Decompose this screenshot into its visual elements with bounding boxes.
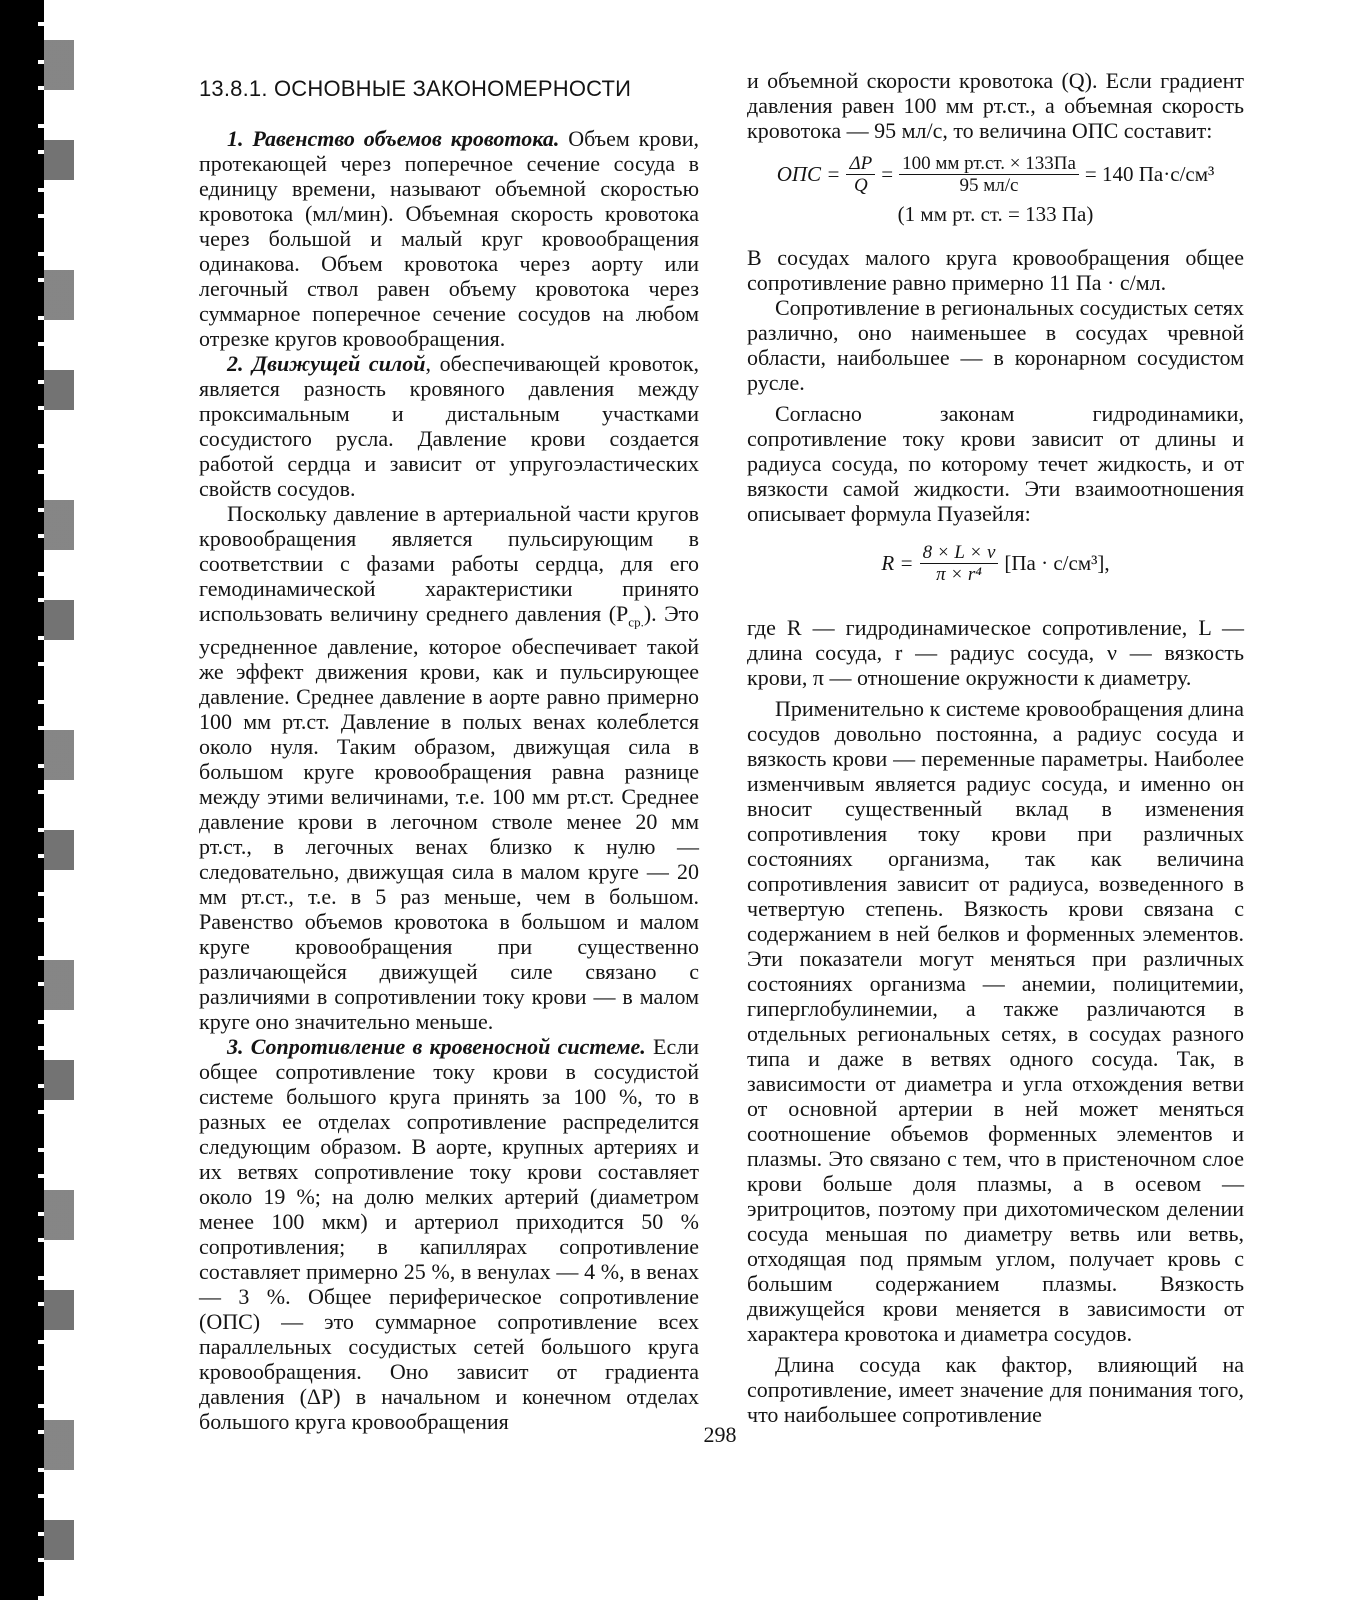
- formula-ops-rhs: = 140 Па·с/см³: [1084, 162, 1215, 186]
- text-mean-pressure-b: ). Это усредненное давление, которое обеспечивает такой же эффект движения крови, как и пульсирующее давление. Среднее давление в аорте равно примерно 100 мм рт.ст. Давление в полых венах колеблется около нуля. Таким образом, движущая сила в большом круге кровообращения равна разнице между этими величинами, т.е. 100 мм рт.ст. Среднее давление крови в легочном стволе менее 20 мм рт.ст., в легочных венах близко к нулю — следовательно, движущая сила в малом круге — 20 мм рт.ст., т.е. в 5 раз меньше, чем в большом. Равенство объемов кровотока в большом и малом круге кровообращения при существенно различающейся движущей силе связано с различиями в сопротивлении току крови — в малом круге оно значительно меньше.: [199, 601, 699, 1035]
- text-mean-pressure-a: Поскольку давление в артериальной части кругов кровообращения является пульсирующим в соответствии с фазами работы сердца, для его гемодинамической характеристики принято использовать величину среднего давления (Р: [199, 501, 699, 626]
- paragraph-regional: Сопротивление в региональных сосудистых сетях различно, оно наименьшее в сосудах чревной области, наибольшее — в коронарном сосудистом русле.: [747, 295, 1244, 395]
- paragraph-where: где R — гидродинамическое сопротивление, L — длина сосуда, r — радиус сосуда, ν — вязкость крови, π — отношение окружности к диаметру.: [747, 615, 1244, 690]
- scan-artifacts: [44, 0, 74, 1600]
- subscript-sr: ср.: [628, 614, 644, 630]
- scan-dark-edge: [0, 0, 38, 1600]
- formula-poiseuille-rhs: [Па · с/см³],: [1004, 551, 1110, 575]
- paragraph-mean-pressure: [199, 501, 699, 1034]
- right-column: [747, 68, 1244, 1427]
- paragraph-ops-intro: и объемной скорости кровотока (Q). Если градиент давления равен 100 мм рт.ст., а объемная скорость кровотока — 95 мл/с, то величина ОПС составит:: [747, 68, 1244, 143]
- fraction-poiseuille: [920, 542, 999, 585]
- text-resistance: Если общее сопротивление току крови в сосудистой системе большого круга принять за 100 %, то в разных ее отделах сопротивление распределится следующим образом. В аорте, крупных артериях и их ветвях сопротивление току крови составляет около 19 %; на долю мелких артерий (диаметром менее 100 мкм) и артериол приходится 50 % сопротивления; в капиллярах сопротивление составляет примерно 25 %, в венулах — 4 %, в венах — 3 %. Общее периферическое сопротивление (ОПС) — это суммарное сопротивление всех параллельных сосудистых сетей большого круга кровообращения. Оно зависит от градиента давления (ΔР) в начальном и конечном отделах большого круга кровообращения: [199, 1034, 699, 1435]
- fraction-numerator: ΔP: [846, 153, 875, 175]
- poiseuille-denominator: π × r⁴: [936, 564, 982, 585]
- fraction-delta-p-q: [846, 153, 875, 196]
- formula-poiseuille: [747, 542, 1244, 585]
- formula-note: (1 мм рт. ст. = 133 Па): [897, 202, 1094, 226]
- lead-equal-volumes: 1. Равенство объемов кровотока.: [227, 126, 560, 151]
- paragraph-hydrodynamics: Согласно законам гидродинамики, сопротивление току крови зависит от длины и радиуса сосуда, по которому течет жидкость, и от вязкости самой жидкости. Эти взаимоотношения описывает формула Пуазейля:: [747, 401, 1244, 526]
- paragraph-driving-force: [199, 351, 699, 501]
- page-number: 298: [703, 1422, 737, 1447]
- formula-ops-lhs: ОПС =: [776, 162, 841, 186]
- equals-sign: =: [881, 162, 894, 186]
- paragraph-equal-volumes: [199, 126, 699, 351]
- fraction-denominator: Q: [853, 175, 868, 196]
- fraction-numerator-values: 100 мм рт.ст. × 133Па: [899, 153, 1079, 175]
- paragraph-resistance: [199, 1034, 699, 1434]
- section-heading: 13.8.1. ОСНОВНЫЕ ЗАКОНОМЕРНОСТИ: [199, 76, 632, 101]
- text-driving-force: , обеспечивающей кровоток, является разность кровяного давления между проксимальным и дистальным участками сосудистого русла. Давление крови создается работой сердца и зависит от упругоэластических свойств сосудов.: [199, 351, 700, 501]
- fraction-denominator-values: 95 мл/с: [959, 175, 1019, 196]
- formula-poiseuille-lhs: R =: [881, 551, 914, 575]
- paragraph-applied: Применительно к системе кровообращения длина сосудов довольно постоянна, а радиус сосуда и вязкость крови — переменные параметры. Наиболее изменчивым является радиус сосуда, и именно он вносит существенный вклад в изменения сопротивления току крови при различных состояниях организма, так как величина сопротивления зависит от радиуса, возведенного в четвертую степень. Вязкость крови связана с содержанием в ней белков и форменных элементов. Эти показатели могут меняться при различных состояниях организма — анемии, полицитемии, гиперглобулинемии, а также различаются в отдельных региональных сетях, в сосудах разного типа и даже в ветвях одного сосуда. Так, в зависимости от диаметра и угла отхождения ветви от основной артерии в ней может меняться соотношение объемов форменных элементов и плазмы. Это связано с тем, что в пристеночном слое крови больше доля плазмы, а в осевом — эритроцитов, поэтому при дихотомическом делении сосуда меньшая по диаметру ветвь или ветвь, отходящая под прямым углом, получает кровь с большим содержанием плазмы. Вязкость движущейся крови меняется в зависимости от характера кровотока и диаметра сосудов.: [747, 696, 1244, 1346]
- lead-driving-force: 2. Движущей силой: [227, 351, 426, 376]
- text-equal-volumes: Объем крови, протекающей через поперечное сечение сосуда в единицу времени, называют объемной скоростью кровотока (мл/мин). Объемная скорость кровотока через большой и малый круг кровообращения одинакова. Объем кровотока через аорту или легочный ствол равен объему кровотока через суммарное поперечное сечение сосудов на любом отрезке кругов кровообращения.: [199, 126, 699, 351]
- poiseuille-numerator: 8 × L × ν: [920, 542, 999, 564]
- left-column: [199, 68, 699, 1434]
- formula-ops: [747, 153, 1244, 196]
- paragraph-small-circle: В сосудах малого круга кровообращения общее сопротивление равно примерно 11 Па · с/мл.: [747, 245, 1244, 295]
- fraction-values: [899, 153, 1079, 196]
- paragraph-length: Длина сосуда как фактор, влияющий на сопротивление, имеет значение для понимания того, что наибольшее сопротивление: [747, 1352, 1244, 1427]
- lead-resistance: 3. Сопротивление в кровеносной системе.: [227, 1034, 646, 1060]
